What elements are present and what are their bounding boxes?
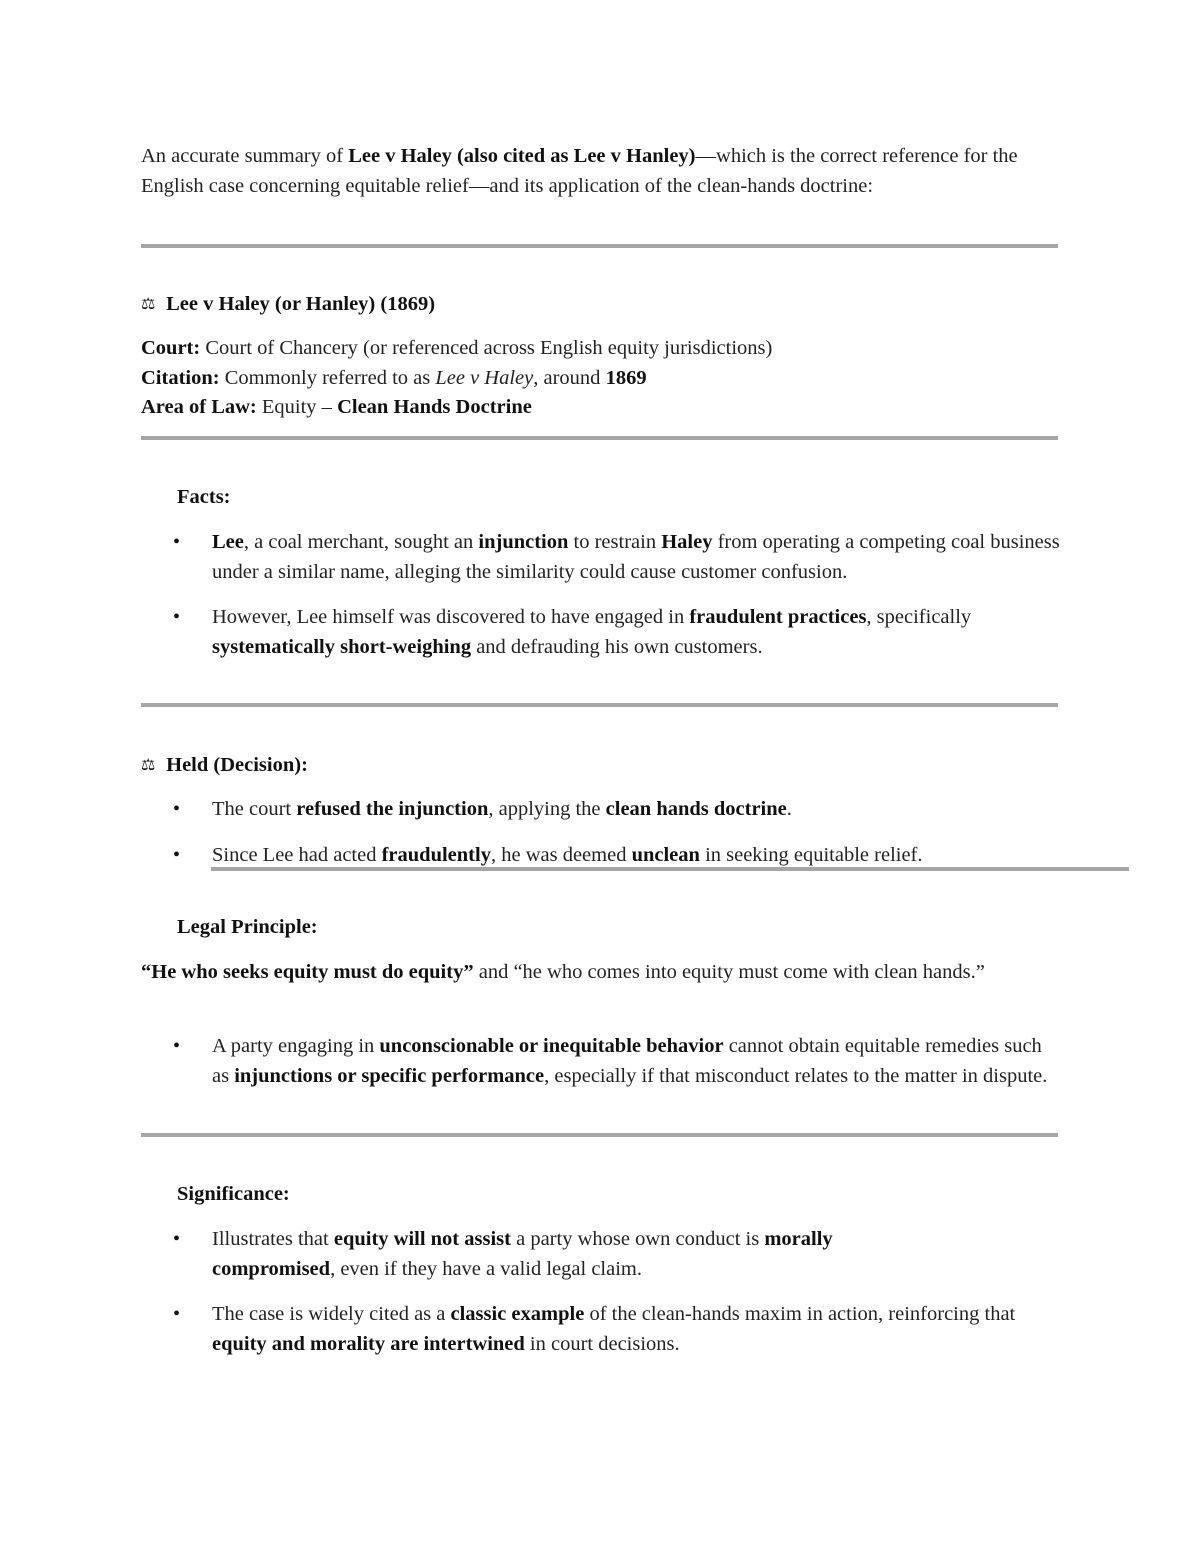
principle-list xyxy=(141,1032,1051,1107)
divider-5 xyxy=(141,1133,1058,1137)
case-details xyxy=(141,334,1081,423)
court-line: Court: Court of Chancery (or referenced across English equity jurisdictions) xyxy=(141,337,773,359)
facts-list xyxy=(141,528,1071,678)
list-item: • A party engaging in unconscionable or inequitable behavior cannot obtain equitable remedies such as injunctions or specific performance, especially if that misconduct relates to the matter in dispute. xyxy=(141,1032,1051,1091)
held-list xyxy=(141,795,1071,886)
significance-list xyxy=(141,1225,1071,1375)
divider-2 xyxy=(141,436,1058,440)
scales-icon: ⚖ xyxy=(141,755,156,774)
intro-case-name: Lee v Haley (also cited as Lee v Hanley) xyxy=(348,145,696,167)
facts-heading: Facts: xyxy=(177,486,231,508)
list-item: • The case is widely cited as a classic example of the clean-hands maxim in action, reinforcing that equity and morality are intertwined in court decisions. xyxy=(141,1300,1071,1359)
held-heading: ⚖ Held (Decision): xyxy=(141,750,308,781)
divider-4 xyxy=(211,867,1129,871)
case-title: ⚖ Lee v Haley (or Hanley) (1869) xyxy=(141,289,1061,320)
list-item: • The court refused the injunction, applying the clean hands doctrine. xyxy=(141,795,1071,825)
principle-maxim: “He who seeks equity must do equity” and “he who comes into equity must come with clean hands.” xyxy=(141,961,985,983)
list-item: • Lee, a coal merchant, sought an injunction to restrain Haley from operating a competing coal business under a similar name, alleging the similarity could cause customer confusion. xyxy=(141,528,1071,587)
principle-heading: Legal Principle: xyxy=(177,916,318,938)
citation-line: Citation: Commonly referred to as Lee v Haley, around 1869 xyxy=(141,366,647,389)
divider-3 xyxy=(141,703,1058,707)
list-item: • Since Lee had acted fraudulently, he was deemed unclean in seeking equitable relief. xyxy=(141,841,1071,871)
list-item: • However, Lee himself was discovered to have engaged in fraudulent practices, specifically systematically short-weighing and defrauding his own customers. xyxy=(141,603,1071,662)
scales-icon: ⚖ xyxy=(141,294,156,313)
list-item: • Illustrates that equity will not assist a party whose own conduct is morally compromised, even if they have a valid legal claim. xyxy=(141,1225,1071,1284)
significance-heading: Significance: xyxy=(177,1183,290,1205)
intro-paragraph: An accurate summary of Lee v Haley (also cited as Lee v Hanley)—which is the correct reference for the English case concerning equitable relief—and its application of the clean-hands doctrine: xyxy=(141,145,1018,197)
area-of-law-line: Area of Law: Equity – Clean Hands Doctrine xyxy=(141,396,532,418)
divider-1 xyxy=(141,244,1058,248)
